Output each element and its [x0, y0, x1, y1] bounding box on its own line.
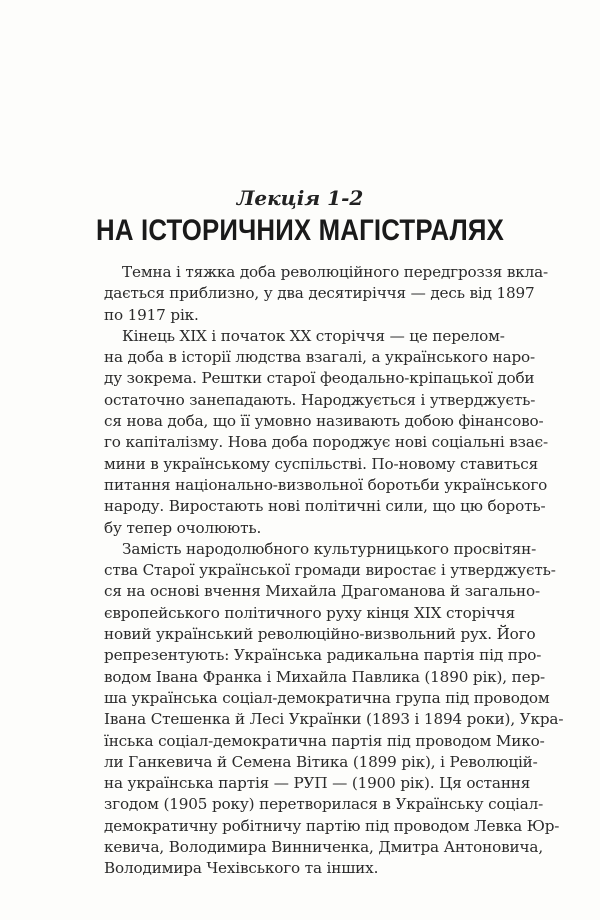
- text-line: їнська соціал-демократична партія під проводом Мико-: [104, 731, 545, 750]
- text-line: демократичну робітничу партію під проводом Левка Юр-: [104, 816, 560, 835]
- text-line: Кінець XIX і початок XX сторіччя — це перелом-: [122, 326, 505, 345]
- paragraph: [104, 262, 549, 326]
- text-line: репрезентують: Українська радикальна партія під про-: [104, 646, 542, 665]
- text-line: по 1917 рік.: [104, 305, 199, 324]
- paragraph: [104, 539, 564, 880]
- text-line: Івана Стешенка й Лесі Українки (1893 і 1894 роки), Укра-: [104, 710, 564, 729]
- text-line: Темна і тяжка доба революційного передгроззя вкла-: [122, 263, 549, 281]
- text-line: на доба в історії людства взагалі, а українського наро-: [104, 348, 536, 367]
- text-line: ша українська соціал-демократична група під проводом: [104, 688, 550, 707]
- body-text: [104, 262, 564, 880]
- page-title: НА ІСТОРИЧНИХ МАГІСТРАЛЯХ: [96, 214, 504, 247]
- text-line: народу. Виростають нові політичні сили, що цю бороть-: [104, 497, 546, 516]
- text-line: водом Івана Франка і Михайла Павлика (1890 рік), пер-: [104, 667, 546, 686]
- text-line: Володимира Чехівського та інших.: [104, 859, 379, 878]
- text-line: ду зокрема. Рештки старої феодально-кріпацької доби: [104, 369, 535, 388]
- text-line: згодом (1905 року) перетворилася в Українську соціал-: [104, 795, 544, 814]
- text-line: ся на основі вчення Михайла Драгоманова й загально-: [104, 582, 541, 601]
- text-line: дається приблизно, у два десятиріччя — десь від 1897: [104, 284, 535, 303]
- text-line: новий український революційно-визвольний рух. Його: [104, 625, 536, 644]
- lecture-label: Лекція 1-2: [236, 186, 364, 210]
- text-line: кевича, Володимира Винниченка, Дмитра Антоновича,: [104, 838, 543, 857]
- text-line: питання національно-визвольної боротьби українського: [104, 475, 548, 494]
- text-line: ся нова доба, що її умовно називають добою фінансово-: [104, 412, 544, 431]
- text-line: бу тепер очолюють.: [104, 518, 262, 537]
- text-line: го капіталізму. Нова доба породжує нові соціальні взає-: [104, 433, 549, 452]
- text-line: ли Ганкевича й Семена Вітика (1899 рік), і Революцій-: [104, 752, 538, 771]
- text-line: європейського політичного руху кінця XIX сторіччя: [104, 603, 516, 622]
- paragraph: [104, 326, 549, 539]
- text-line: Замість народолюбного культурницького просвітян-: [122, 539, 537, 558]
- text-line: мини в українському суспільстві. По-новому ставиться: [104, 454, 539, 473]
- text-line: остаточно занепадають. Народжується і утверджуєть-: [104, 390, 536, 409]
- text-line: ства Старої української громади виростає і утверджуєть-: [104, 561, 556, 580]
- text-line: на українська партія — РУП — (1900 рік). Ця остання: [104, 774, 531, 793]
